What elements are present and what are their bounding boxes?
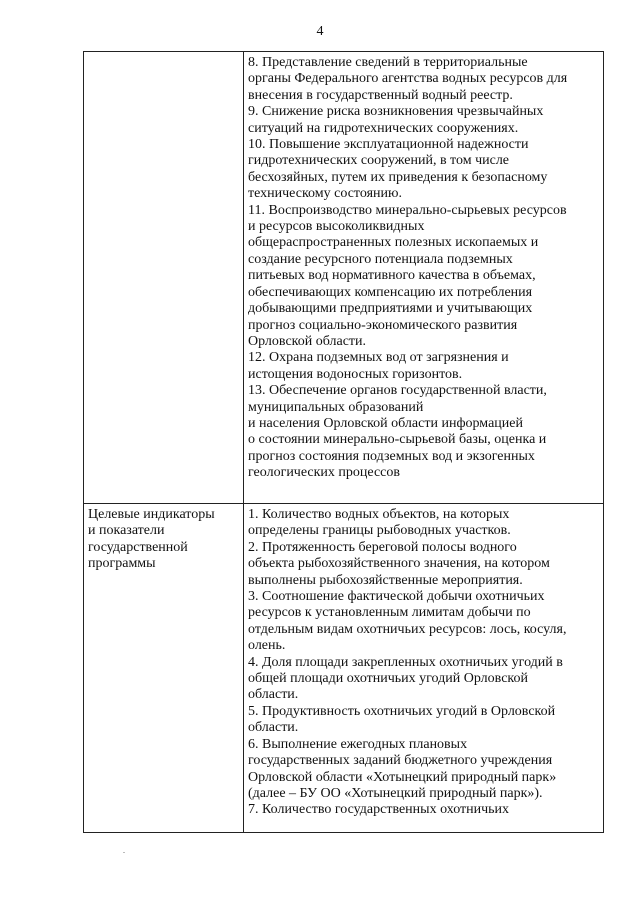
- program-table: [83, 51, 604, 833]
- content-line: 3. Соотношение фактической добычи охотничьих: [248, 589, 545, 605]
- row-label-cell: [84, 52, 244, 504]
- content-line: техническому состоянию.: [248, 186, 402, 202]
- content-line: Орловской области «Хотынецкий природный парк»: [248, 769, 557, 785]
- content-line: ситуаций на гидротехнических сооружениях.: [248, 120, 519, 136]
- content-line: 4. Доля площади закрепленных охотничьих угодий в: [248, 654, 563, 670]
- content-line: внесения в государственный водный реестр.: [248, 87, 513, 103]
- page-number: 4: [316, 24, 324, 39]
- content-line: 13. Обеспечение органов государственной власти,: [248, 383, 547, 399]
- content-line: (далее – БУ ОО «Хотынецкий природный парк»).: [248, 785, 543, 801]
- content-line: отдельным видам охотничьих ресурсов: лось, косуля,: [248, 621, 567, 637]
- content-line: определены границы рыбоводных участков.: [248, 523, 511, 539]
- content-line: муниципальных образований: [248, 399, 424, 415]
- label-line: программы: [88, 556, 156, 572]
- content-line: и населения Орловской области информацией: [248, 415, 523, 431]
- content-line: ресурсов к установленным лимитам добычи по: [248, 605, 531, 621]
- content-line: 12. Охрана подземных вод от загрязнения и: [248, 350, 509, 366]
- content-line: 9. Снижение риска возникновения чрезвычайных: [248, 104, 544, 120]
- label-line: и показатели: [88, 523, 165, 539]
- content-line: государственных заданий бюджетного учреждения: [248, 753, 553, 769]
- content-line: 7. Количество государственных охотничьих: [248, 802, 510, 818]
- content-line: органы Федерального агентства водных ресурсов для: [248, 71, 568, 87]
- content-line: создание ресурсного потенциала подземных: [248, 251, 513, 267]
- content-line: области.: [248, 720, 299, 736]
- table-row: [84, 52, 604, 504]
- content-line: 8. Представление сведений в территориальные: [248, 55, 528, 70]
- table-row: [84, 504, 604, 833]
- content-line: объекта рыбохозяйственного значения, на котором: [248, 556, 550, 572]
- content-line: обеспечивающих компенсацию их потребления: [248, 284, 533, 300]
- content-line: прогноз социально-экономического развития: [248, 317, 518, 333]
- content-line: бесхозяйных, путем их приведения к безопасному: [248, 169, 548, 185]
- content-line: добывающими предприятиями и учитывающих: [248, 301, 533, 317]
- content-line: и ресурсов высоколиквидных: [248, 219, 425, 235]
- content-line: выполнены рыбохозяйственные мероприятия.: [248, 572, 523, 588]
- content-line: 1. Количество водных объектов, на которых: [248, 507, 510, 522]
- row-label-cell: [84, 504, 244, 833]
- content-line: общераспространенных полезных ископаемых и: [248, 235, 539, 251]
- content-line: олень.: [248, 638, 286, 654]
- content-line: общей площади охотничьих угодий Орловской: [248, 671, 528, 687]
- content-line: гидротехнических сооружений, в том числе: [248, 153, 510, 169]
- content-line: геологических процессов: [248, 465, 401, 481]
- label-line: государственной: [88, 539, 188, 555]
- scan-speck: [123, 852, 125, 853]
- content-line: 10. Повышение эксплуатационной надежности: [248, 137, 529, 153]
- content-line: истощения водоносных горизонтов.: [248, 366, 463, 382]
- content-line: Орловской области.: [248, 333, 367, 349]
- content-line: области.: [248, 687, 299, 703]
- label-line: Целевые индикаторы: [88, 507, 215, 522]
- content-line: питьевых вод нормативного качества в объемах,: [248, 268, 536, 284]
- content-line: 11. Воспроизводство минерально-сырьевых ресурсов: [248, 202, 567, 218]
- row-content-cell: [244, 52, 604, 504]
- content-line: 6. Выполнение ежегодных плановых: [248, 736, 468, 752]
- content-line: 5. Продуктивность охотничьих угодий в Орловской: [248, 703, 556, 719]
- content-line: 2. Протяженность береговой полосы водного: [248, 539, 517, 555]
- row-content-cell: [244, 504, 604, 833]
- content-line: о состоянии минерально-сырьевой базы, оценка и: [248, 432, 547, 448]
- content-line: прогноз состояния подземных вод и экзогенных: [248, 448, 535, 464]
